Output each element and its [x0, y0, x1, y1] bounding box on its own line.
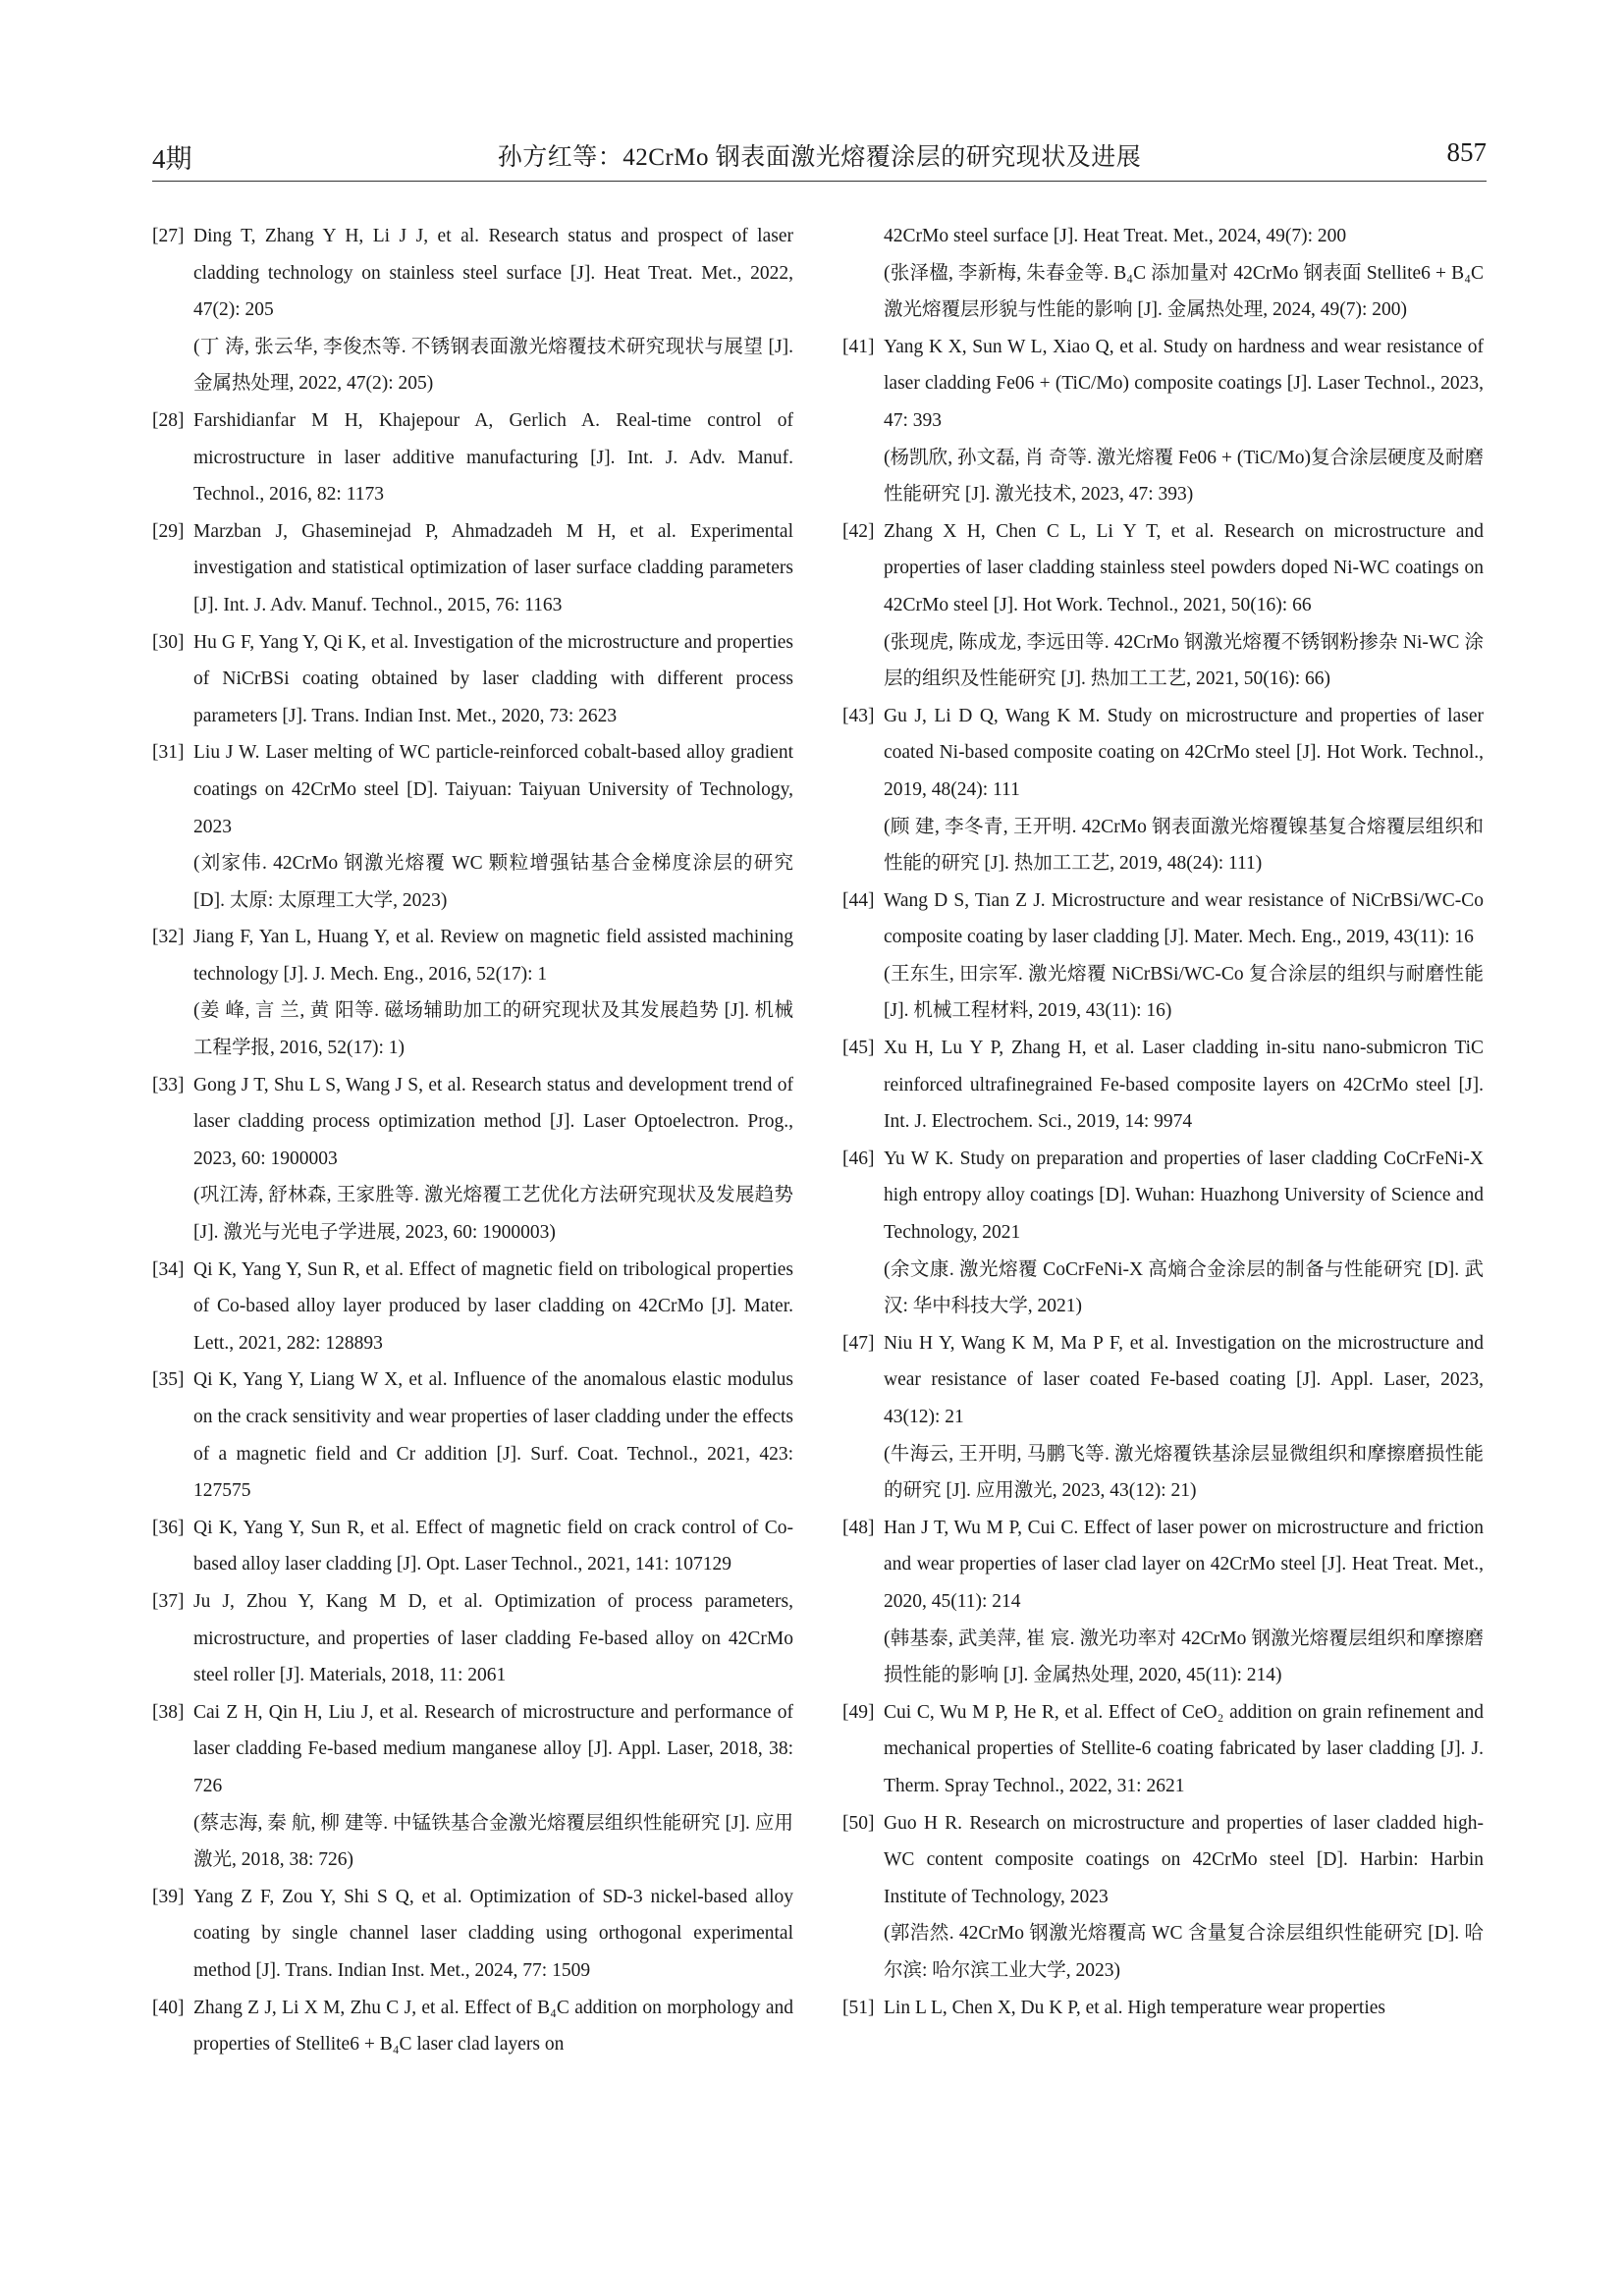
reference-entry — [842, 1694, 1484, 1805]
reference-text: Guo H R. Research on microstructure and properties of laser cladded high-WC content composite coatings on 42CrMo steel [D]. Harbin: Harbin Institute of Technology, 2023 — [884, 1812, 1484, 1907]
reference-entry — [152, 1583, 793, 1694]
reference-translation: (巩江涛, 舒林森, 王家胜等. 激光熔覆工艺优化方法研究现状及发展趋势 [J]. 激光与光电子学进展, 2023, 60: 1900003) — [193, 1185, 793, 1244]
right-reference-column — [842, 218, 1484, 2026]
reference-entry — [842, 513, 1484, 698]
reference-text: Yu W K. Study on preparation and properties of laser cladding CoCrFeNi-X high entropy alloy coatings [D]. Wuhan: Huazhong University of Science and Technology, 2021 — [884, 1148, 1484, 1244]
reference-number: [50] — [842, 1812, 875, 1834]
reference-number: [42] — [842, 520, 875, 542]
reference-entry — [152, 624, 793, 735]
reference-text: Zhang X H, Chen C L, Li Y T, et al. Research on microstructure and properties of laser cladding stainless steel powders doped Ni-WC coatings on 42CrMo steel [J]. Hot Work. Technol., 2021, 50(16): 66 — [884, 520, 1484, 615]
reference-number: [27] — [152, 226, 185, 246]
reference-text: Yang Z F, Zou Y, Shi S Q, et al. Optimization of SD-3 nickel-based alloy coating by single channel laser cladding using orthogonal experimental method [J]. Trans. Indian Inst. Met., 2024, 77: 1509 — [193, 1886, 793, 1981]
reference-entry — [842, 218, 1484, 329]
reference-text: Gong J T, Shu L S, Wang J S, et al. Research status and development trend of laser cladding process optimization method [J]. Laser Optoelectron. Prog., 2023, 60: 1900003 — [193, 1074, 793, 1169]
reference-text: Niu H Y, Wang K M, Ma P F, et al. Investigation on the microstructure and wear resistance of laser coated Fe-based coating [J]. Appl. Laser, 2023, 43(12): 21 — [884, 1332, 1484, 1427]
reference-translation: (韩基泰, 武美萍, 崔 宸. 激光功率对 42CrMo 钢激光熔覆层组织和摩擦磨损性能的影响 [J]. 金属热处理, 2020, 45(11): 214) — [884, 1628, 1484, 1686]
reference-entry — [842, 329, 1484, 513]
reference-translation: (顾 建, 李冬青, 王开明. 42CrMo 钢表面激光熔覆镍基复合熔覆层组织和性能的研究 [J]. 热加工工艺, 2019, 48(24): 111) — [884, 816, 1484, 875]
reference-entry — [152, 402, 793, 513]
reference-number: [40] — [152, 1997, 185, 2018]
reference-text: Liu J W. Laser melting of WC particle-reinforced cobalt-based alloy gradient coatings on 42CrMo steel [D]. Taiyuan: Taiyuan University of Technology, 2023 — [193, 742, 793, 837]
reference-number: [48] — [842, 1517, 875, 1538]
reference-text: Lin L L, Chen X, Du K P, et al. High temperature wear properties — [884, 1997, 1386, 2018]
reference-entry — [152, 1252, 793, 1362]
reference-text: Qi K, Yang Y, Sun R, et al. Effect of magnetic field on crack control of Co-based alloy laser cladding [J]. Opt. Laser Technol., 2021, 141: 107129 — [193, 1517, 793, 1575]
reference-text: Xu H, Lu Y P, Zhang H, et al. Laser cladding in-situ nano-submicron TiC reinforced ultrafinegrained Fe-based composite layers on 42CrMo steel [J]. Int. J. Electrochem. Sci., 2019, 14: 9974 — [884, 1038, 1484, 1133]
reference-translation: (姜 峰, 言 兰, 黄 阳等. 磁场辅助加工的研究现状及其发展趋势 [J]. 机械工程学报, 2016, 52(17): 1) — [193, 1000, 793, 1059]
reference-text: 42CrMo steel surface [J]. Heat Treat. Met., 2024, 49(7): 200 — [884, 226, 1347, 246]
reference-entry — [842, 698, 1484, 882]
reference-number: [45] — [842, 1038, 875, 1059]
reference-text: Jiang F, Yan L, Huang Y, et al. Review on magnetic field assisted machining technology [J]. J. Mech. Eng., 2016, 52(17): 1 — [193, 927, 793, 985]
reference-entry — [842, 882, 1484, 1030]
reference-entry — [152, 1067, 793, 1252]
reference-number: [49] — [842, 1701, 875, 1723]
reference-translation: (杨凯欣, 孙文磊, 肖 奇等. 激光熔覆 Fe06 + (TiC/Mo)复合涂层硬度及耐磨性能研究 [J]. 激光技术, 2023, 47: 393) — [884, 447, 1484, 506]
journal-issue: 4期 — [152, 144, 192, 174]
reference-translation: (刘家伟. 42CrMo 钢激光熔覆 WC 颗粒增强钴基合金梯度涂层的研究 [D]. 太原: 太原理工大学, 2023) — [193, 853, 793, 911]
reference-entry — [842, 1990, 1484, 2027]
reference-translation: (蔡志海, 秦 航, 柳 建等. 中锰铁基合金激光熔覆层组织性能研究 [J]. 应用激光, 2018, 38: 726) — [193, 1812, 793, 1871]
reference-entry — [842, 1805, 1484, 1990]
reference-text: Yang K X, Sun W L, Xiao Q, et al. Study on hardness and wear resistance of laser cladding Fe06 + (TiC/Mo) composite coatings [J]. Laser Technol., 2023, 47: 393 — [884, 336, 1484, 431]
reference-entry — [152, 734, 793, 919]
reference-entry — [152, 1990, 793, 2063]
reference-entry — [842, 1510, 1484, 1694]
reference-number: [28] — [152, 409, 185, 431]
header-rule — [152, 181, 1487, 182]
reference-text: Han J T, Wu M P, Cui C. Effect of laser power on microstructure and friction and wear properties of laser clad layer on 42CrMo steel [J]. Heat Treat. Met., 2020, 45(11): 214 — [884, 1517, 1484, 1612]
reference-number: [35] — [152, 1369, 185, 1391]
running-title: 孙方红等：42CrMo 钢表面激光熔覆涂层的研究现状及进展 — [497, 144, 1142, 171]
reference-number: [34] — [152, 1258, 185, 1280]
reference-translation: (余文康. 激光熔覆 CoCrFeNi-X 高熵合金涂层的制备与性能研究 [D]. 武汉: 华中科技大学, 2021) — [884, 1258, 1484, 1317]
reference-text: Zhang Z J, Li X M, Zhu C J, et al. Effect of B₄C addition on morphology and properties of Stellite6 + B₄C laser clad layers on — [193, 1997, 793, 2056]
reference-number: [41] — [842, 336, 875, 357]
reference-entry — [152, 919, 793, 1066]
reference-number: [39] — [152, 1886, 185, 1907]
reference-entry — [152, 1879, 793, 1990]
page-header — [152, 137, 1487, 177]
reference-translation: (郭浩然. 42CrMo 钢激光熔覆高 WC 含量复合涂层组织性能研究 [D]. 哈尔滨: 哈尔滨工业大学, 2023) — [884, 1923, 1484, 1981]
reference-entry — [842, 1141, 1484, 1325]
reference-text: Hu G F, Yang Y, Qi K, et al. Investigation of the microstructure and properties of NiCrBSi coating obtained by laser cladding with different process parameters [J]. Trans. Indian Inst. Met., 2020, 73: 2623 — [193, 631, 793, 726]
reference-text: Qi K, Yang Y, Sun R, et al. Effect of magnetic field on tribological properties of Co-based alloy layer produced by laser cladding on 42CrMo [J]. Mater. Lett., 2021, 282: 128893 — [193, 1258, 793, 1354]
reference-number: [37] — [152, 1590, 185, 1612]
reference-text: Farshidianfar M H, Khajepour A, Gerlich A. Real-time control of microstructure in laser additive manufacturing [J]. Int. J. Adv. Manuf. Technol., 2016, 82: 1173 — [193, 409, 793, 506]
reference-entry — [152, 1510, 793, 1583]
reference-number: [47] — [842, 1332, 875, 1354]
reference-entry — [152, 1694, 793, 1879]
reference-entry — [842, 1030, 1484, 1141]
reference-number: [30] — [152, 631, 185, 653]
left-reference-column — [152, 218, 793, 2063]
reference-text: Gu J, Li D Q, Wang K M. Study on microstructure and properties of laser coated Ni-based composite coating on 42CrMo steel [J]. Hot Work. Technol., 2019, 48(24): 111 — [884, 705, 1484, 800]
reference-translation: (丁 涛, 张云华, 李俊杰等. 不锈钢表面激光熔覆技术研究现状与展望 [J]. 金属热处理, 2022, 47(2): 205) — [193, 336, 793, 395]
reference-number: [32] — [152, 927, 185, 948]
reference-entry — [152, 218, 793, 402]
reference-number: [43] — [842, 705, 875, 726]
reference-text: Cai Z H, Qin H, Liu J, et al. Research of microstructure and performance of laser cladding Fe-based medium manganese alloy [J]. Appl. Laser, 2018, 38: 726 — [193, 1701, 793, 1796]
reference-translation: (张泽楹, 李新梅, 朱春金等. B₄C 添加量对 42CrMo 钢表面 Stellite6 + B₄C 激光熔覆层形貌与性能的影响 [J]. 金属热处理, 2024, 49(7): 200) — [884, 262, 1484, 321]
page-number: 857 — [1446, 137, 1487, 167]
reference-entry — [152, 513, 793, 624]
reference-text: Ju J, Zhou Y, Kang M D, et al. Optimization of process parameters, microstructure, and properties of laser cladding Fe-based alloy on 42CrMo steel roller [J]. Materials, 2018, 11: 2061 — [193, 1590, 793, 1686]
reference-number: [33] — [152, 1074, 185, 1095]
reference-translation: (王东生, 田宗军. 激光熔覆 NiCrBSi/WC-Co 复合涂层的组织与耐磨性能 [J]. 机械工程材料, 2019, 43(11): 16) — [884, 963, 1484, 1022]
reference-entry — [842, 1325, 1484, 1510]
reference-number: [51] — [842, 1997, 875, 2018]
reference-number: [46] — [842, 1148, 875, 1169]
reference-text: Marzban J, Ghaseminejad P, Ahmadzadeh M H, et al. Experimental investigation and statistical optimization of laser surface cladding parameters [J]. Int. J. Adv. Manuf. Technol., 2015, 76: 1163 — [193, 520, 793, 615]
reference-number: [38] — [152, 1701, 185, 1723]
reference-text: Cui C, Wu M P, He R, et al. Effect of CeO₂ addition on grain refinement and mechanical properties of Stellite-6 coating fabricated by laser cladding [J]. J. Therm. Spray Technol., 2022, 31: 2621 — [884, 1701, 1484, 1796]
reference-number: [36] — [152, 1517, 185, 1538]
reference-entry — [152, 1362, 793, 1509]
reference-text: Qi K, Yang Y, Liang W X, et al. Influence of the anomalous elastic modulus on the crack sensitivity and wear properties of laser cladding under the effects of a magnetic field and Cr addition [J]. Surf. Coat. Technol., 2021, 423: 127575 — [193, 1369, 793, 1502]
reference-translation: (牛海云, 王开明, 马鹏飞等. 激光熔覆铁基涂层显微组织和摩擦磨损性能的研究 [J]. 应用激光, 2023, 43(12): 21) — [884, 1443, 1484, 1502]
reference-number: [31] — [152, 742, 185, 764]
reference-translation: (张现虎, 陈成龙, 李远田等. 42CrMo 钢激光熔覆不锈钢粉掺杂 Ni-WC 涂层的组织及性能研究 [J]. 热加工工艺, 2021, 50(16): 66) — [884, 631, 1484, 690]
reference-text: Wang D S, Tian Z J. Microstructure and wear resistance of NiCrBSi/WC-Co composite coating by laser cladding [J]. Mater. Mech. Eng., 2019, 43(11): 16 — [884, 889, 1484, 948]
reference-number: [29] — [152, 520, 185, 542]
reference-number: [44] — [842, 889, 875, 911]
reference-text: Ding T, Zhang Y H, Li J J, et al. Research status and prospect of laser cladding technology on stainless steel surface [J]. Heat Treat. Met., 2022, 47(2): 205 — [193, 226, 793, 321]
